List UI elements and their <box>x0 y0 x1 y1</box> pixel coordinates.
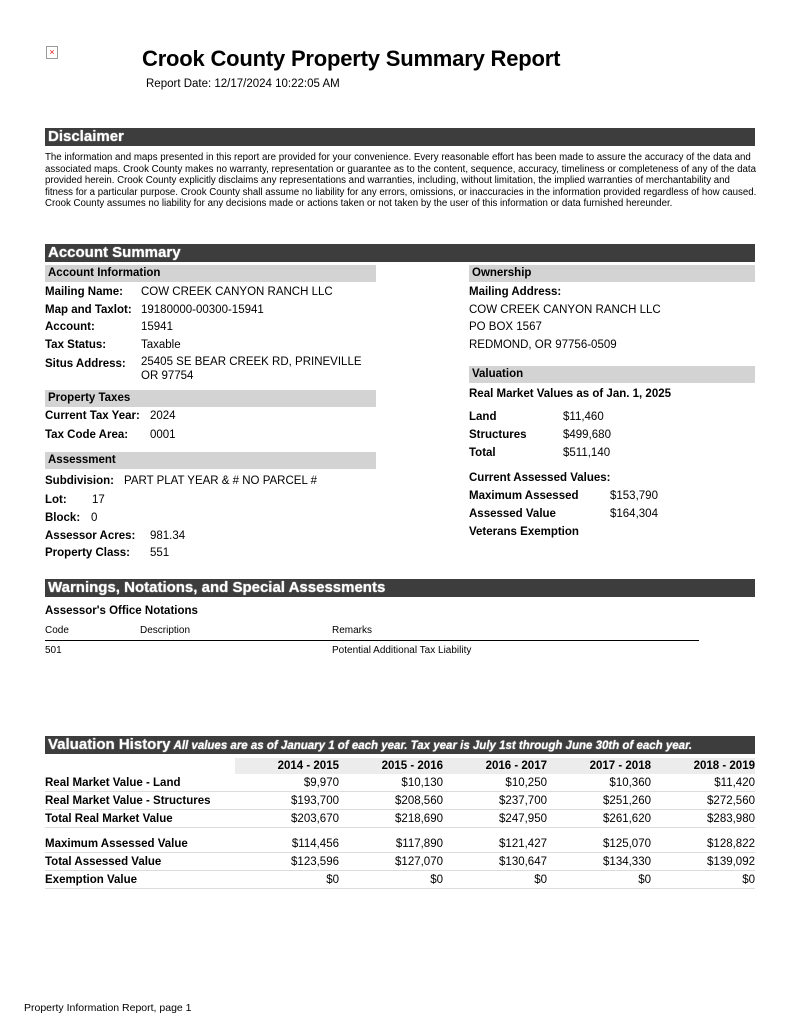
tax-status-label: Tax Status: <box>45 339 107 351</box>
account-summary-heading: Account Summary <box>45 244 755 262</box>
table-spacer <box>45 828 755 836</box>
block-value: 0 <box>91 512 98 524</box>
valuation-history-table <box>45 758 755 889</box>
report-date: Report Date: 12/17/2024 10:22:05 AM <box>146 78 340 90</box>
total-value: $511,140 <box>563 447 611 459</box>
table-row <box>45 835 755 853</box>
cell-value: $125,070 <box>547 835 651 853</box>
total-label: Total <box>469 447 496 459</box>
assessment-heading: Assessment <box>45 452 376 469</box>
current-assessed-values-heading: Current Assessed Values: <box>469 472 611 484</box>
cell-value: $123,596 <box>235 853 339 871</box>
table-header-row <box>45 758 755 774</box>
row-label: Total Assessed Value <box>45 853 235 871</box>
tax-code-area-label: Tax Code Area: <box>45 429 129 441</box>
assessor-notations-heading: Assessor's Office Notations <box>45 605 198 617</box>
notations-column-description: Description <box>140 625 191 636</box>
assessor-acres-value: 981.34 <box>150 530 186 542</box>
cell-value: $0 <box>339 871 443 889</box>
table-header-blank <box>45 758 235 774</box>
mailing-address-label: Mailing Address: <box>469 286 562 298</box>
tax-code-area-value: 0001 <box>150 429 176 441</box>
row-label: Total Real Market Value <box>45 810 235 828</box>
year-header: 2015 - 2016 <box>339 758 443 774</box>
mailing-name-value: COW CREEK CANYON RANCH LLC <box>141 286 333 298</box>
subdivision-label: Subdivision: <box>45 475 114 487</box>
cell-value: $0 <box>547 871 651 889</box>
notation-code: 501 <box>45 645 62 656</box>
cell-value: $117,890 <box>339 835 443 853</box>
mailing-address-line2: PO BOX 1567 <box>469 321 542 333</box>
row-label: Real Market Value - Structures <box>45 792 235 810</box>
maximum-assessed-value: $153,790 <box>610 490 658 502</box>
county-logo-broken-image-icon: × <box>46 46 58 59</box>
year-header: 2016 - 2017 <box>443 758 547 774</box>
cell-value: $11,420 <box>651 774 755 792</box>
year-header: 2018 - 2019 <box>651 758 755 774</box>
warnings-heading: Warnings, Notations, and Special Assessments <box>45 579 755 597</box>
notation-remarks: Potential Additional Tax Liability <box>332 645 472 656</box>
map-taxlot-value: 19180000-00300-15941 <box>141 304 264 316</box>
land-label: Land <box>469 411 497 423</box>
row-label: Exemption Value <box>45 871 235 889</box>
current-tax-year-value: 2024 <box>150 410 176 422</box>
current-tax-year-label: Current Tax Year: <box>45 410 140 422</box>
cell-value: $272,560 <box>651 792 755 810</box>
mailing-address-line3: REDMOND, OR 97756-0509 <box>469 339 617 351</box>
cell-value: $237,700 <box>443 792 547 810</box>
report-title: Crook County Property Summary Report <box>142 46 561 71</box>
mailing-address-line1: COW CREEK CANYON RANCH LLC <box>469 304 661 316</box>
assessed-value-label: Assessed Value <box>469 508 556 520</box>
cell-value: $10,250 <box>443 774 547 792</box>
map-taxlot-label: Map and Taxlot: <box>45 304 132 316</box>
subdivision-value: PART PLAT YEAR & # NO PARCEL # <box>124 475 318 487</box>
cell-value: $0 <box>235 871 339 889</box>
cell-value: $114,456 <box>235 835 339 853</box>
property-class-value: 551 <box>150 547 170 559</box>
disclaimer-text: The information and maps presented in this report are provided for your convenience. Every reasonable effort has been made to assure the accuracy of the data and associated maps. Crook County makes no warranty, representation or guarantee as to the content, sequence, accuracy, timeliness or completeness of any of the data provided herein. Crook County explicitly disclaims any representations and warranties, including, without limitation, the implied warranties of merchantability and fitness for a particular purpose. Crook County shall assume no liability for any errors, omissions, or inaccuracies in the information provided regardless of how caused. Crook County assumes no liability for any decisions made or actions taken or not taken by the user of this information or data furnished hereunder. <box>45 152 757 210</box>
lot-label: Lot: <box>45 494 67 506</box>
cell-value: $130,647 <box>443 853 547 871</box>
mailing-name-label: Mailing Name: <box>45 286 123 298</box>
cell-value: $247,950 <box>443 810 547 828</box>
cell-value: $0 <box>651 871 755 889</box>
table-row <box>45 774 755 792</box>
notations-column-code: Code <box>45 625 69 636</box>
veterans-exemption-label: Veterans Exemption <box>469 526 579 538</box>
block-label: Block: <box>45 512 81 524</box>
valuation-heading: Valuation <box>469 366 755 383</box>
row-label: Real Market Value - Land <box>45 774 235 792</box>
table-row <box>45 792 755 810</box>
year-header: 2017 - 2018 <box>547 758 651 774</box>
cell-value: $139,092 <box>651 853 755 871</box>
table-row <box>45 810 755 828</box>
maximum-assessed-label: Maximum Assessed <box>469 490 579 502</box>
cell-value: $9,970 <box>235 774 339 792</box>
valuation-history-heading-bar <box>45 736 755 754</box>
table-row <box>45 853 755 871</box>
structures-label: Structures <box>469 429 527 441</box>
ownership-heading: Ownership <box>469 265 755 282</box>
situs-address-label: Situs Address: <box>45 358 126 370</box>
cell-value: $134,330 <box>547 853 651 871</box>
assessed-value-value: $164,304 <box>610 508 658 520</box>
lot-value: 17 <box>92 494 105 506</box>
account-value: 15941 <box>141 321 173 333</box>
cell-value: $0 <box>443 871 547 889</box>
disclaimer-heading: Disclaimer <box>45 128 755 146</box>
land-value: $11,460 <box>563 411 604 423</box>
cell-value: $208,560 <box>339 792 443 810</box>
page-footer: Property Information Report, page 1 <box>24 1002 192 1014</box>
structures-value: $499,680 <box>563 429 611 441</box>
cell-value: $127,070 <box>339 853 443 871</box>
notations-column-remarks: Remarks <box>332 625 373 636</box>
row-label: Maximum Assessed Value <box>45 835 235 853</box>
cell-value: $203,670 <box>235 810 339 828</box>
real-market-values-heading: Real Market Values as of Jan. 1, 2025 <box>469 388 672 400</box>
cell-value: $10,360 <box>547 774 651 792</box>
assessor-acres-label: Assessor Acres: <box>45 530 136 542</box>
cell-value: $251,260 <box>547 792 651 810</box>
property-class-label: Property Class: <box>45 547 131 559</box>
situs-address-line2: OR 97754 <box>141 370 194 382</box>
valuation-history-heading: Valuation History <box>48 736 171 753</box>
table-row <box>45 871 755 889</box>
situs-address-line1: 25405 SE BEAR CREEK RD, PRINEVILLE <box>141 356 362 368</box>
tax-status-value: Taxable <box>141 339 181 351</box>
cell-value: $121,427 <box>443 835 547 853</box>
cell-value: $128,822 <box>651 835 755 853</box>
cell-value: $193,700 <box>235 792 339 810</box>
notations-header-rule <box>45 640 699 641</box>
cell-value: $10,130 <box>339 774 443 792</box>
account-label: Account: <box>45 321 95 333</box>
cell-value: $283,980 <box>651 810 755 828</box>
property-taxes-heading: Property Taxes <box>45 390 376 407</box>
account-information-heading: Account Information <box>45 265 376 282</box>
cell-value: $218,690 <box>339 810 443 828</box>
valuation-history-note: All values are as of January 1 of each year. Tax year is July 1st through June 30th of each year. <box>173 740 693 752</box>
cell-value: $261,620 <box>547 810 651 828</box>
year-header: 2014 - 2015 <box>235 758 339 774</box>
